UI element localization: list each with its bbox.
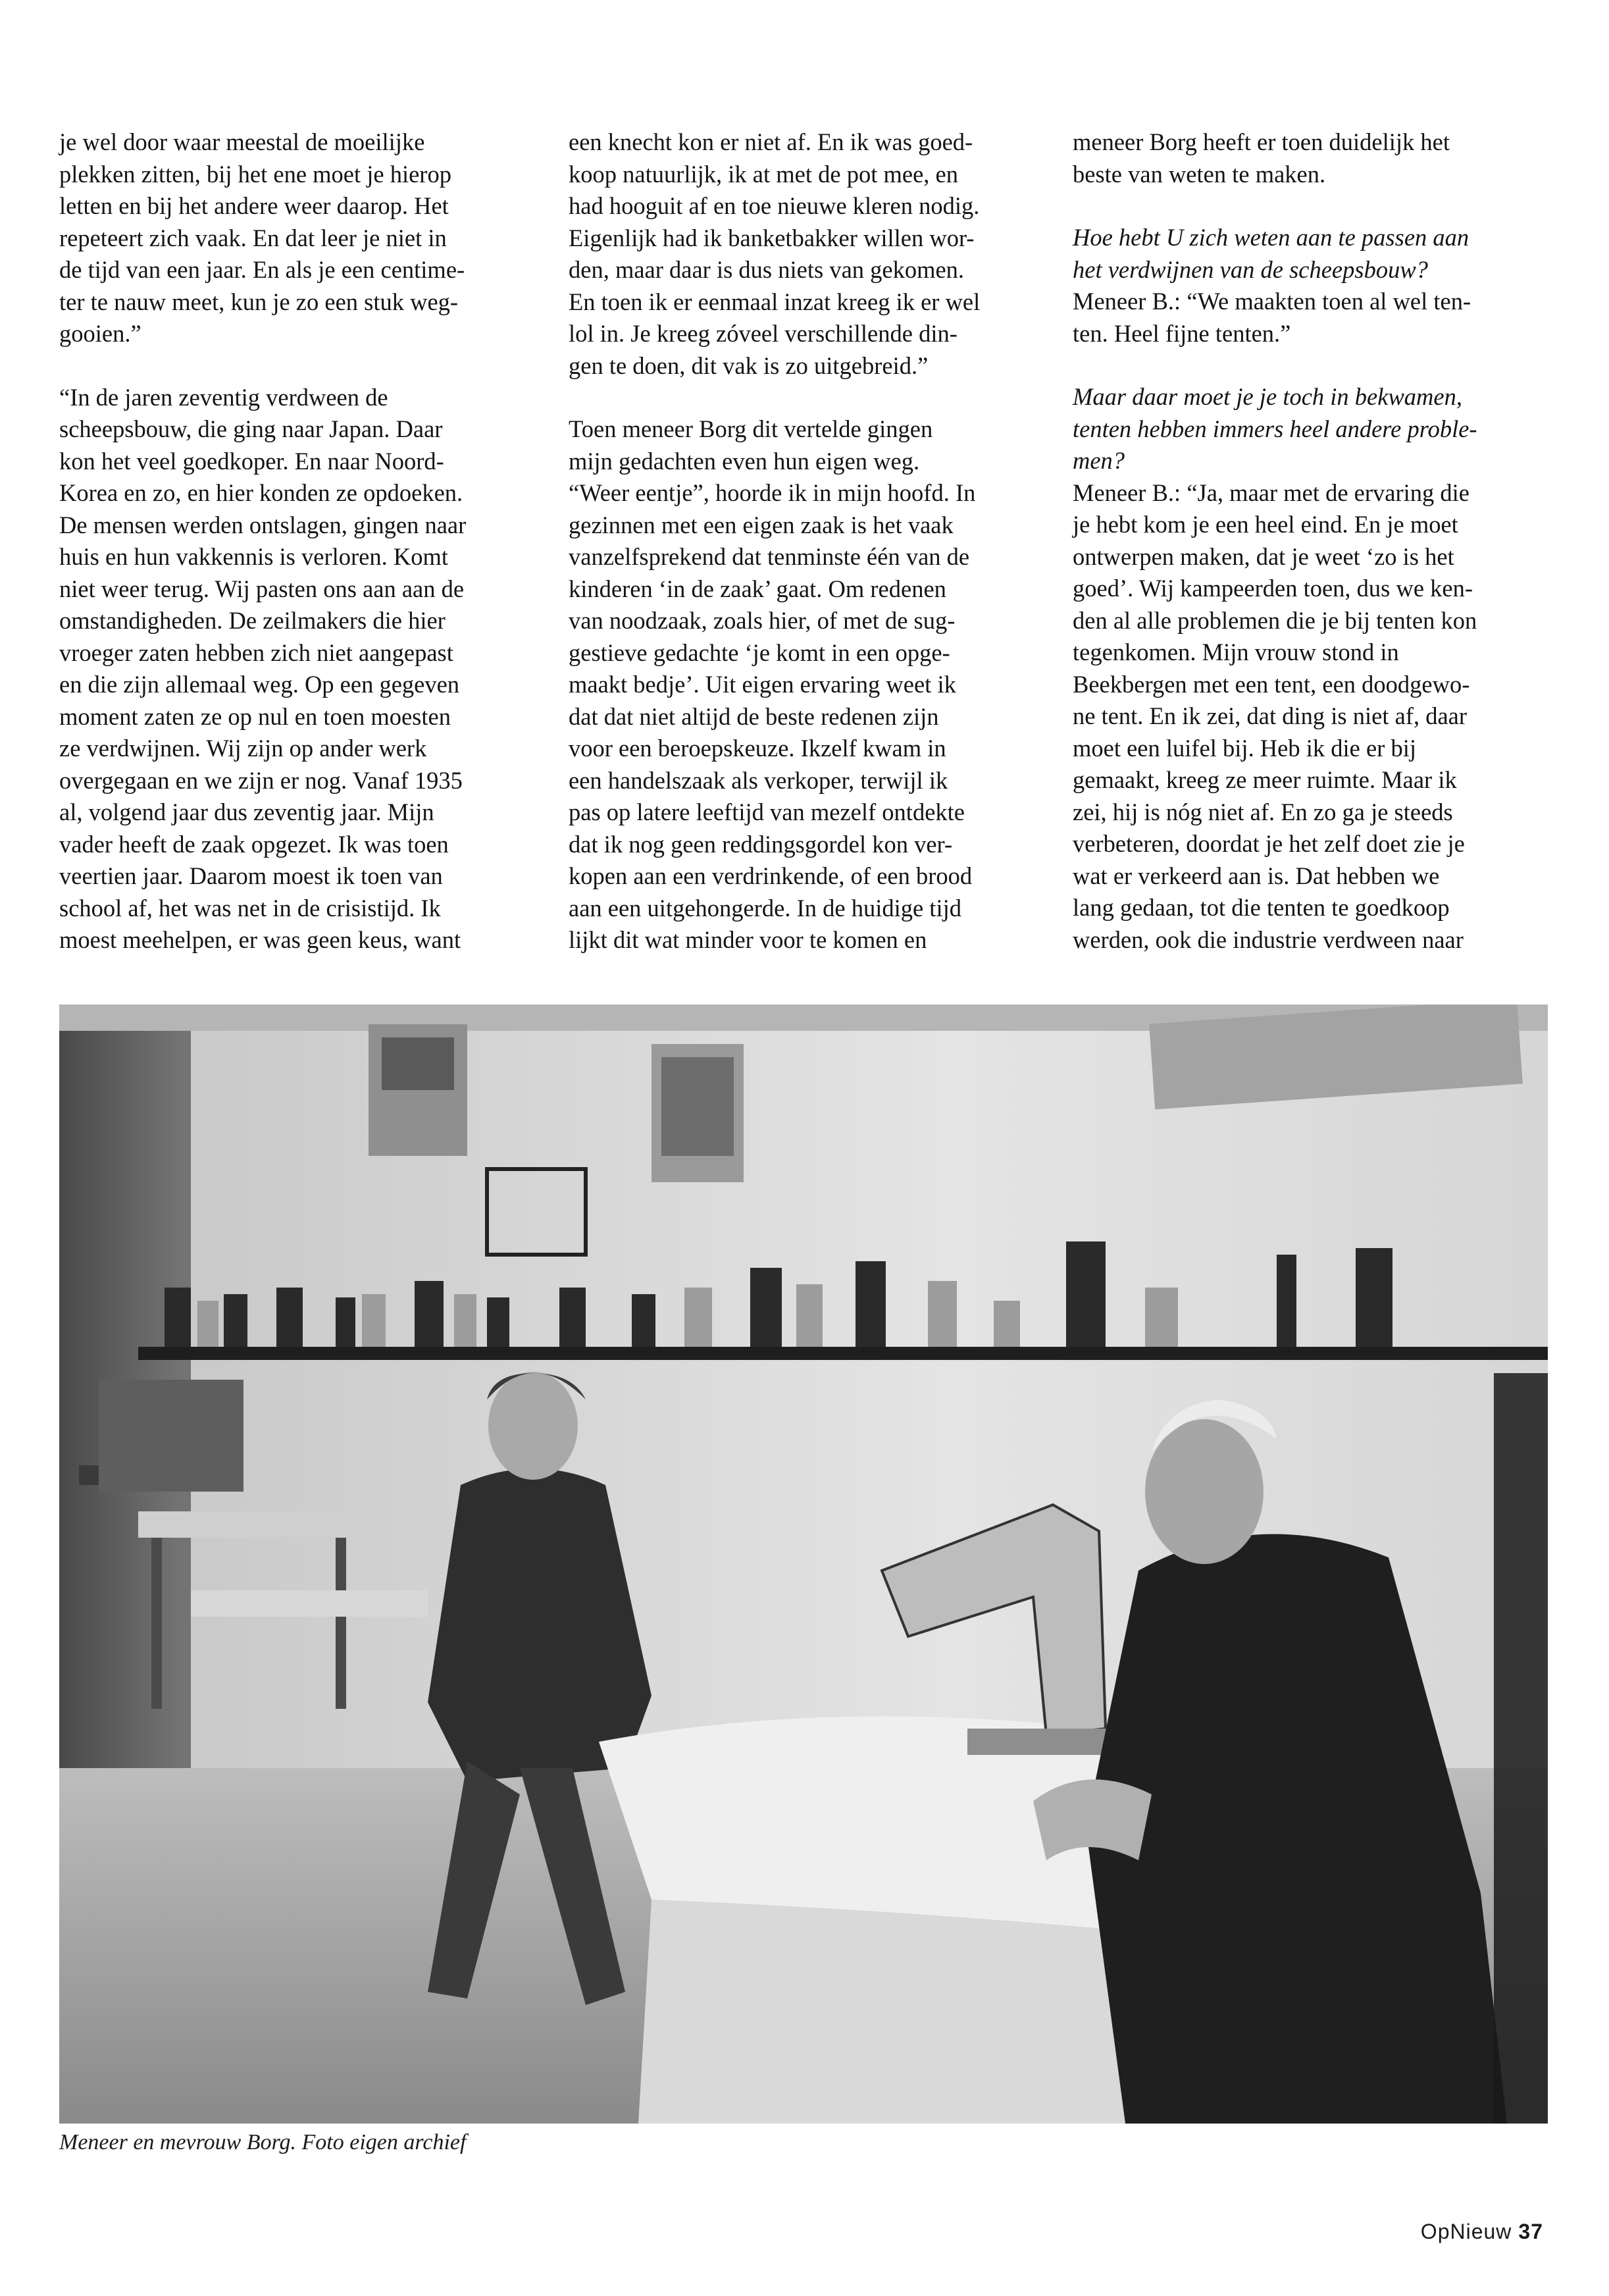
text-line: omstandigheden. De zeilmakers die hier bbox=[59, 607, 446, 634]
text-line: Toen meneer Borg dit vertelde gingen bbox=[569, 415, 933, 442]
text-line: “Weer eentje”, hoorde ik in mijn hoofd. In bbox=[569, 479, 976, 506]
text-line: Korea en zo, en hier konden ze opdoeken. bbox=[59, 479, 463, 506]
publication-name: OpNieuw bbox=[1420, 2220, 1512, 2243]
text-line: gezinnen met een eigen zaak is het vaak bbox=[569, 511, 954, 538]
text-line: De mensen werden ontslagen, gingen naar bbox=[59, 511, 467, 538]
text-line: wat er verkeerd aan is. Dat hebben we bbox=[1073, 862, 1440, 889]
text-line: pas op latere leeftijd van mezelf ontdekte bbox=[569, 798, 965, 825]
article-paragraph bbox=[1073, 477, 1546, 956]
text-line: kon het veel goedkoper. En naar Noord- bbox=[59, 447, 444, 475]
text-line: gooien.” bbox=[59, 320, 141, 347]
text-line: van noodzaak, zoals hier, of met de sug- bbox=[569, 607, 956, 634]
paragraph-gap bbox=[1073, 350, 1546, 381]
text-line: ne tent. En ik zei, dat ding is niet af, daar bbox=[1073, 702, 1468, 729]
text-line: En toen ik er eenmaal inzat kreeg ik er wel bbox=[569, 288, 981, 315]
article-paragraph bbox=[1073, 286, 1546, 350]
text-line: moest meehelpen, er was geen keus, want bbox=[59, 926, 461, 953]
text-line: dat dat niet altijd de beste redenen zijn bbox=[569, 702, 939, 730]
text-line: Hoe hebt U zich weten aan te passen aan bbox=[1073, 224, 1469, 251]
text-line: plekken zitten, bij het ene moet je hierop bbox=[59, 160, 451, 188]
text-line: repeteert zich vaak. En dat leer je niet in bbox=[59, 224, 447, 251]
text-line: scheepsbouw, die ging naar Japan. Daar bbox=[59, 415, 443, 442]
text-line: goed’. Wij kampeerden toen, dus we ken- bbox=[1073, 575, 1473, 602]
text-line: meneer Borg heeft er toen duidelijk het bbox=[1073, 128, 1450, 155]
text-line: den, maar daar is dus niets van gekomen. bbox=[569, 256, 965, 283]
photo-caption: Meneer en mevrouw Borg. Foto eigen archief bbox=[59, 2130, 467, 2154]
text-line: dat ik nog geen reddingsgordel kon ver- bbox=[569, 830, 953, 858]
text-line: zei, hij is nóg niet af. En zo ga je steeds bbox=[1073, 798, 1453, 825]
text-line: moet een luifel bij. Heb ik die er bij bbox=[1073, 734, 1416, 762]
workshop-photo bbox=[59, 1004, 1548, 2124]
text-line: voor een beroepskeuze. Ikzelf kwam in bbox=[569, 735, 946, 762]
article-paragraph bbox=[59, 126, 533, 350]
article-paragraph bbox=[59, 382, 533, 956]
text-line: Meneer B.: “Ja, maar met de ervaring die bbox=[1073, 479, 1469, 506]
text-line: niet weer terug. Wij pasten ons aan aan de bbox=[59, 575, 465, 602]
text-line: veertien jaar. Daarom moest ik toen van bbox=[59, 862, 443, 889]
text-line: een handelszaak als verkoper, terwijl ik bbox=[569, 766, 948, 794]
article-paragraph bbox=[569, 413, 1042, 956]
text-line: had hooguit af en toe nieuwe kleren nodig. bbox=[569, 192, 980, 219]
text-line: men? bbox=[1073, 447, 1125, 474]
text-line: den al alle problemen die je bij tenten kon bbox=[1073, 606, 1477, 634]
article-paragraph bbox=[1073, 126, 1546, 190]
text-line: kopen aan een verdrinkende, of een brood bbox=[569, 862, 973, 889]
text-line: overgegaan en we zijn er nog. Vanaf 1935 bbox=[59, 766, 463, 794]
text-column-2 bbox=[569, 126, 1042, 956]
text-line: vader heeft de zaak opgezet. Ik was toen bbox=[59, 830, 449, 858]
text-line: school af, het was net in de crisistijd. Ik bbox=[59, 894, 441, 922]
text-line: lijkt dit wat minder voor te komen en bbox=[569, 926, 927, 953]
text-line: lang gedaan, tot die tenten te goedkoop bbox=[1073, 894, 1450, 921]
interview-question bbox=[1073, 222, 1546, 286]
text-line: ze verdwijnen. Wij zijn op ander werk bbox=[59, 735, 427, 762]
text-line: gen te doen, dit vak is zo uitgebreid.” bbox=[569, 352, 929, 379]
text-line: de tijd van een jaar. En als je een centime- bbox=[59, 256, 465, 283]
text-line: lol in. Je kreeg zóveel verschillende din- bbox=[569, 320, 958, 347]
text-line: Meneer B.: “We maakten toen al wel ten- bbox=[1073, 288, 1471, 315]
text-line: gemaakt, kreeg ze meer ruimte. Maar ik bbox=[1073, 766, 1457, 793]
text-line: al, volgend jaar dus zeventig jaar. Mijn bbox=[59, 798, 434, 825]
text-line: Beekbergen met een tent, een doodgewo- bbox=[1073, 670, 1470, 698]
photo-illustration bbox=[59, 1004, 1548, 2124]
text-line: tegenkomen. Mijn vrouw stond in bbox=[1073, 639, 1399, 665]
text-line: “In de jaren zeventig verdween de bbox=[59, 383, 388, 411]
text-line: Eigenlijk had ik banketbakker willen wor- bbox=[569, 224, 975, 251]
paragraph-gap bbox=[59, 350, 533, 382]
text-line: maakt bedje’. Uit eigen ervaring weet ik bbox=[569, 671, 956, 698]
text-line: je hebt kom je een heel eind. En je moet bbox=[1073, 511, 1458, 538]
text-line: letten en bij het andere weer daarop. Het bbox=[59, 192, 449, 219]
text-column-1 bbox=[59, 126, 533, 956]
page-number: 37 bbox=[1518, 2220, 1543, 2243]
text-line: tenten hebben immers heel andere proble- bbox=[1073, 415, 1477, 442]
text-line: vanzelfsprekend dat tenminste één van de bbox=[569, 543, 970, 570]
text-line: verbeteren, doordat je het zelf doet zie je bbox=[1073, 830, 1465, 857]
text-line: een knecht kon er niet af. En ik was goed- bbox=[569, 128, 973, 155]
text-line: kinderen ‘in de zaak’ gaat. Om redenen bbox=[569, 575, 946, 602]
text-line: beste van weten te maken. bbox=[1073, 160, 1326, 188]
text-line: koop natuurlijk, ik at met de pot mee, en bbox=[569, 160, 958, 188]
text-line: huis en hun vakkennis is verloren. Komt bbox=[59, 543, 449, 570]
text-line: en die zijn allemaal weg. Op een gegeven bbox=[59, 671, 460, 698]
text-line: je wel door waar meestal de moeilijke bbox=[59, 128, 425, 155]
text-line: Maar daar moet je je toch in bekwamen, bbox=[1073, 383, 1462, 410]
page-footer bbox=[1421, 2220, 1543, 2244]
text-line: gestieve gedachte ‘je komt in een opge- bbox=[569, 639, 950, 666]
text-line: werden, ook die industrie verdween naar bbox=[1073, 926, 1464, 953]
text-line: ter te nauw meet, kun je zo een stuk weg- bbox=[59, 288, 459, 315]
text-line: mijn gedachten even hun eigen weg. bbox=[569, 447, 920, 475]
text-column-3 bbox=[1073, 126, 1546, 956]
text-line: ten. Heel fijne tenten.” bbox=[1073, 319, 1291, 347]
text-line: het verdwijnen van de scheepsbouw? bbox=[1073, 255, 1428, 283]
paragraph-gap bbox=[569, 382, 1042, 413]
text-line: ontwerpen maken, dat je weet ‘zo is het bbox=[1073, 542, 1454, 570]
article-paragraph bbox=[569, 126, 1042, 382]
text-line: aan een uitgehongerde. In de huidige tijd bbox=[569, 894, 961, 922]
interview-question bbox=[1073, 381, 1546, 477]
paragraph-gap bbox=[1073, 190, 1546, 222]
text-line: moment zaten ze op nul en toen moesten bbox=[59, 702, 451, 730]
text-line: vroeger zaten hebben zich niet aangepast bbox=[59, 639, 453, 666]
